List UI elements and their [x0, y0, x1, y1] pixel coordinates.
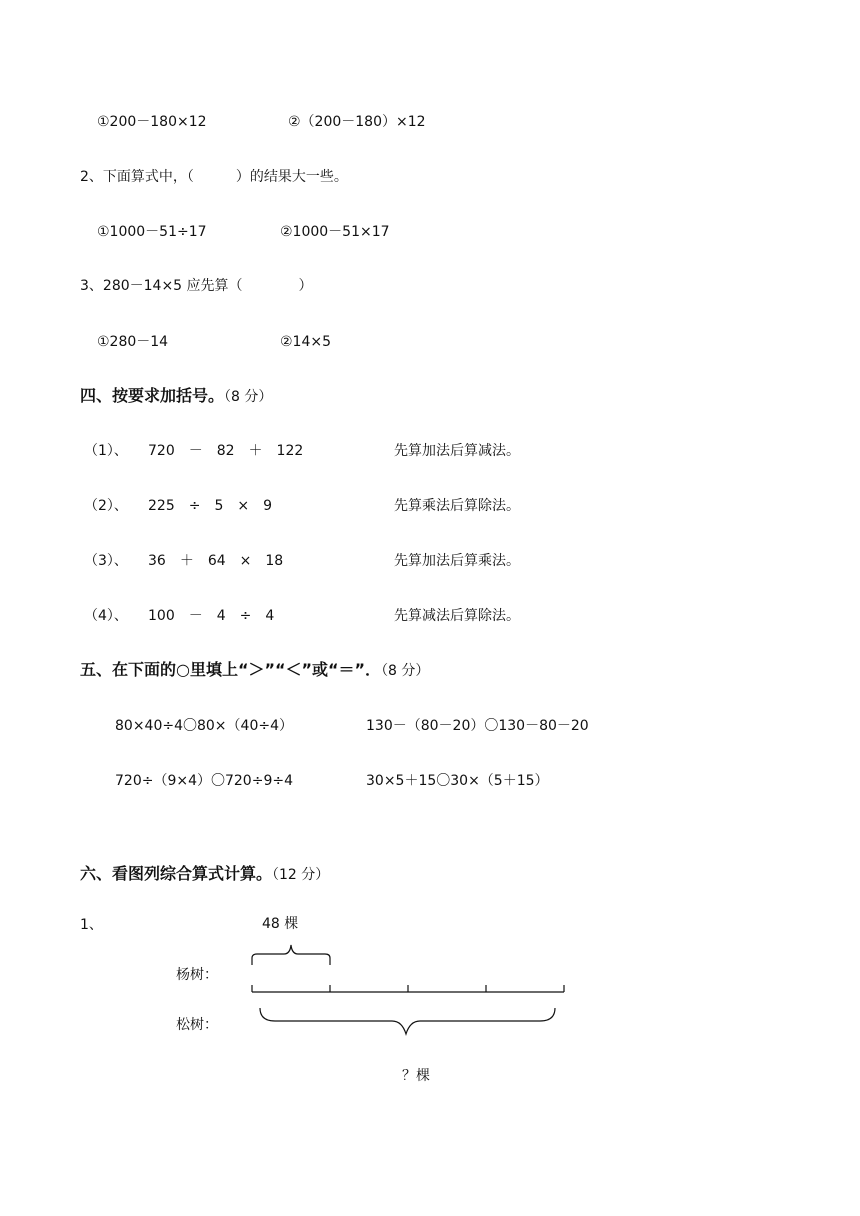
section5-item-2: 130－（80－20）〇130－80－20: [366, 718, 589, 734]
q3-3-option-b: ②14×5: [280, 334, 332, 350]
q3-2-stem: 2、下面算式中，（ ）的结果大一些。: [80, 169, 348, 185]
bottom-brace: [260, 1008, 555, 1034]
section6-title: 六、看图列综合算式计算。: [80, 864, 273, 883]
q3-1-option-a: ①200－180×12: [97, 114, 207, 130]
section4-item-4-requirement: 先算减法后算除法。: [394, 608, 520, 624]
section4-points: （8 分）: [224, 389, 273, 405]
diagram-top-label: 48 棵: [262, 916, 299, 932]
section4-item-1-num: （1）、: [84, 443, 128, 459]
section5-item-4: 30×5＋15〇30×（5＋15）: [366, 773, 549, 789]
section4-item-2-num: （2）、: [84, 498, 128, 514]
section4-item-4-num: （4）、: [84, 608, 128, 624]
q3-1-option-b: ②（200－180）×12: [288, 114, 426, 130]
section4-item-3-requirement: 先算加法后算乘法。: [394, 553, 520, 569]
section5-item-1: 80×40÷4〇80×（40÷4）: [115, 718, 293, 734]
q3-3-option-a: ①280－14: [97, 334, 169, 350]
section5-item-3: 720÷（9×4）〇720÷9÷4: [115, 773, 293, 789]
section4-item-2-expr: 225 ÷ 5 × 9: [148, 498, 272, 514]
diagram-bottom-label: ？棵: [402, 1068, 430, 1084]
section4-item-4-expr: 100 － 4 ÷ 4: [148, 608, 275, 624]
section5-points: （8 分）: [381, 663, 430, 679]
q3-2-option-b: ②1000－51×17: [280, 224, 390, 240]
section4-item-1-requirement: 先算加法后算减法。: [394, 443, 520, 459]
q3-3-stem: 3、280－14×5 应先算（ ）: [80, 278, 313, 294]
section4-item-1-expr: 720 － 82 ＋ 122: [148, 443, 304, 459]
diagram-row2-label: 松树：: [176, 1017, 218, 1033]
section6-points: （12 分）: [272, 867, 330, 883]
problem1-number: 1、: [80, 917, 103, 933]
section4-item-3-expr: 36 ＋ 64 × 18: [148, 553, 284, 569]
diagram-row1-label: 杨树：: [176, 967, 218, 983]
top-brace: [252, 945, 330, 965]
section5-title: 五、在下面的○里填上“＞”“＜”或“＝”．: [80, 660, 382, 679]
q3-2-option-a: ①1000－51÷17: [97, 224, 207, 240]
section4-item-2-requirement: 先算乘法后算除法。: [394, 498, 520, 514]
section4-title: 四、按要求加括号。: [80, 386, 225, 405]
section4-item-3-num: （3）、: [84, 553, 128, 569]
